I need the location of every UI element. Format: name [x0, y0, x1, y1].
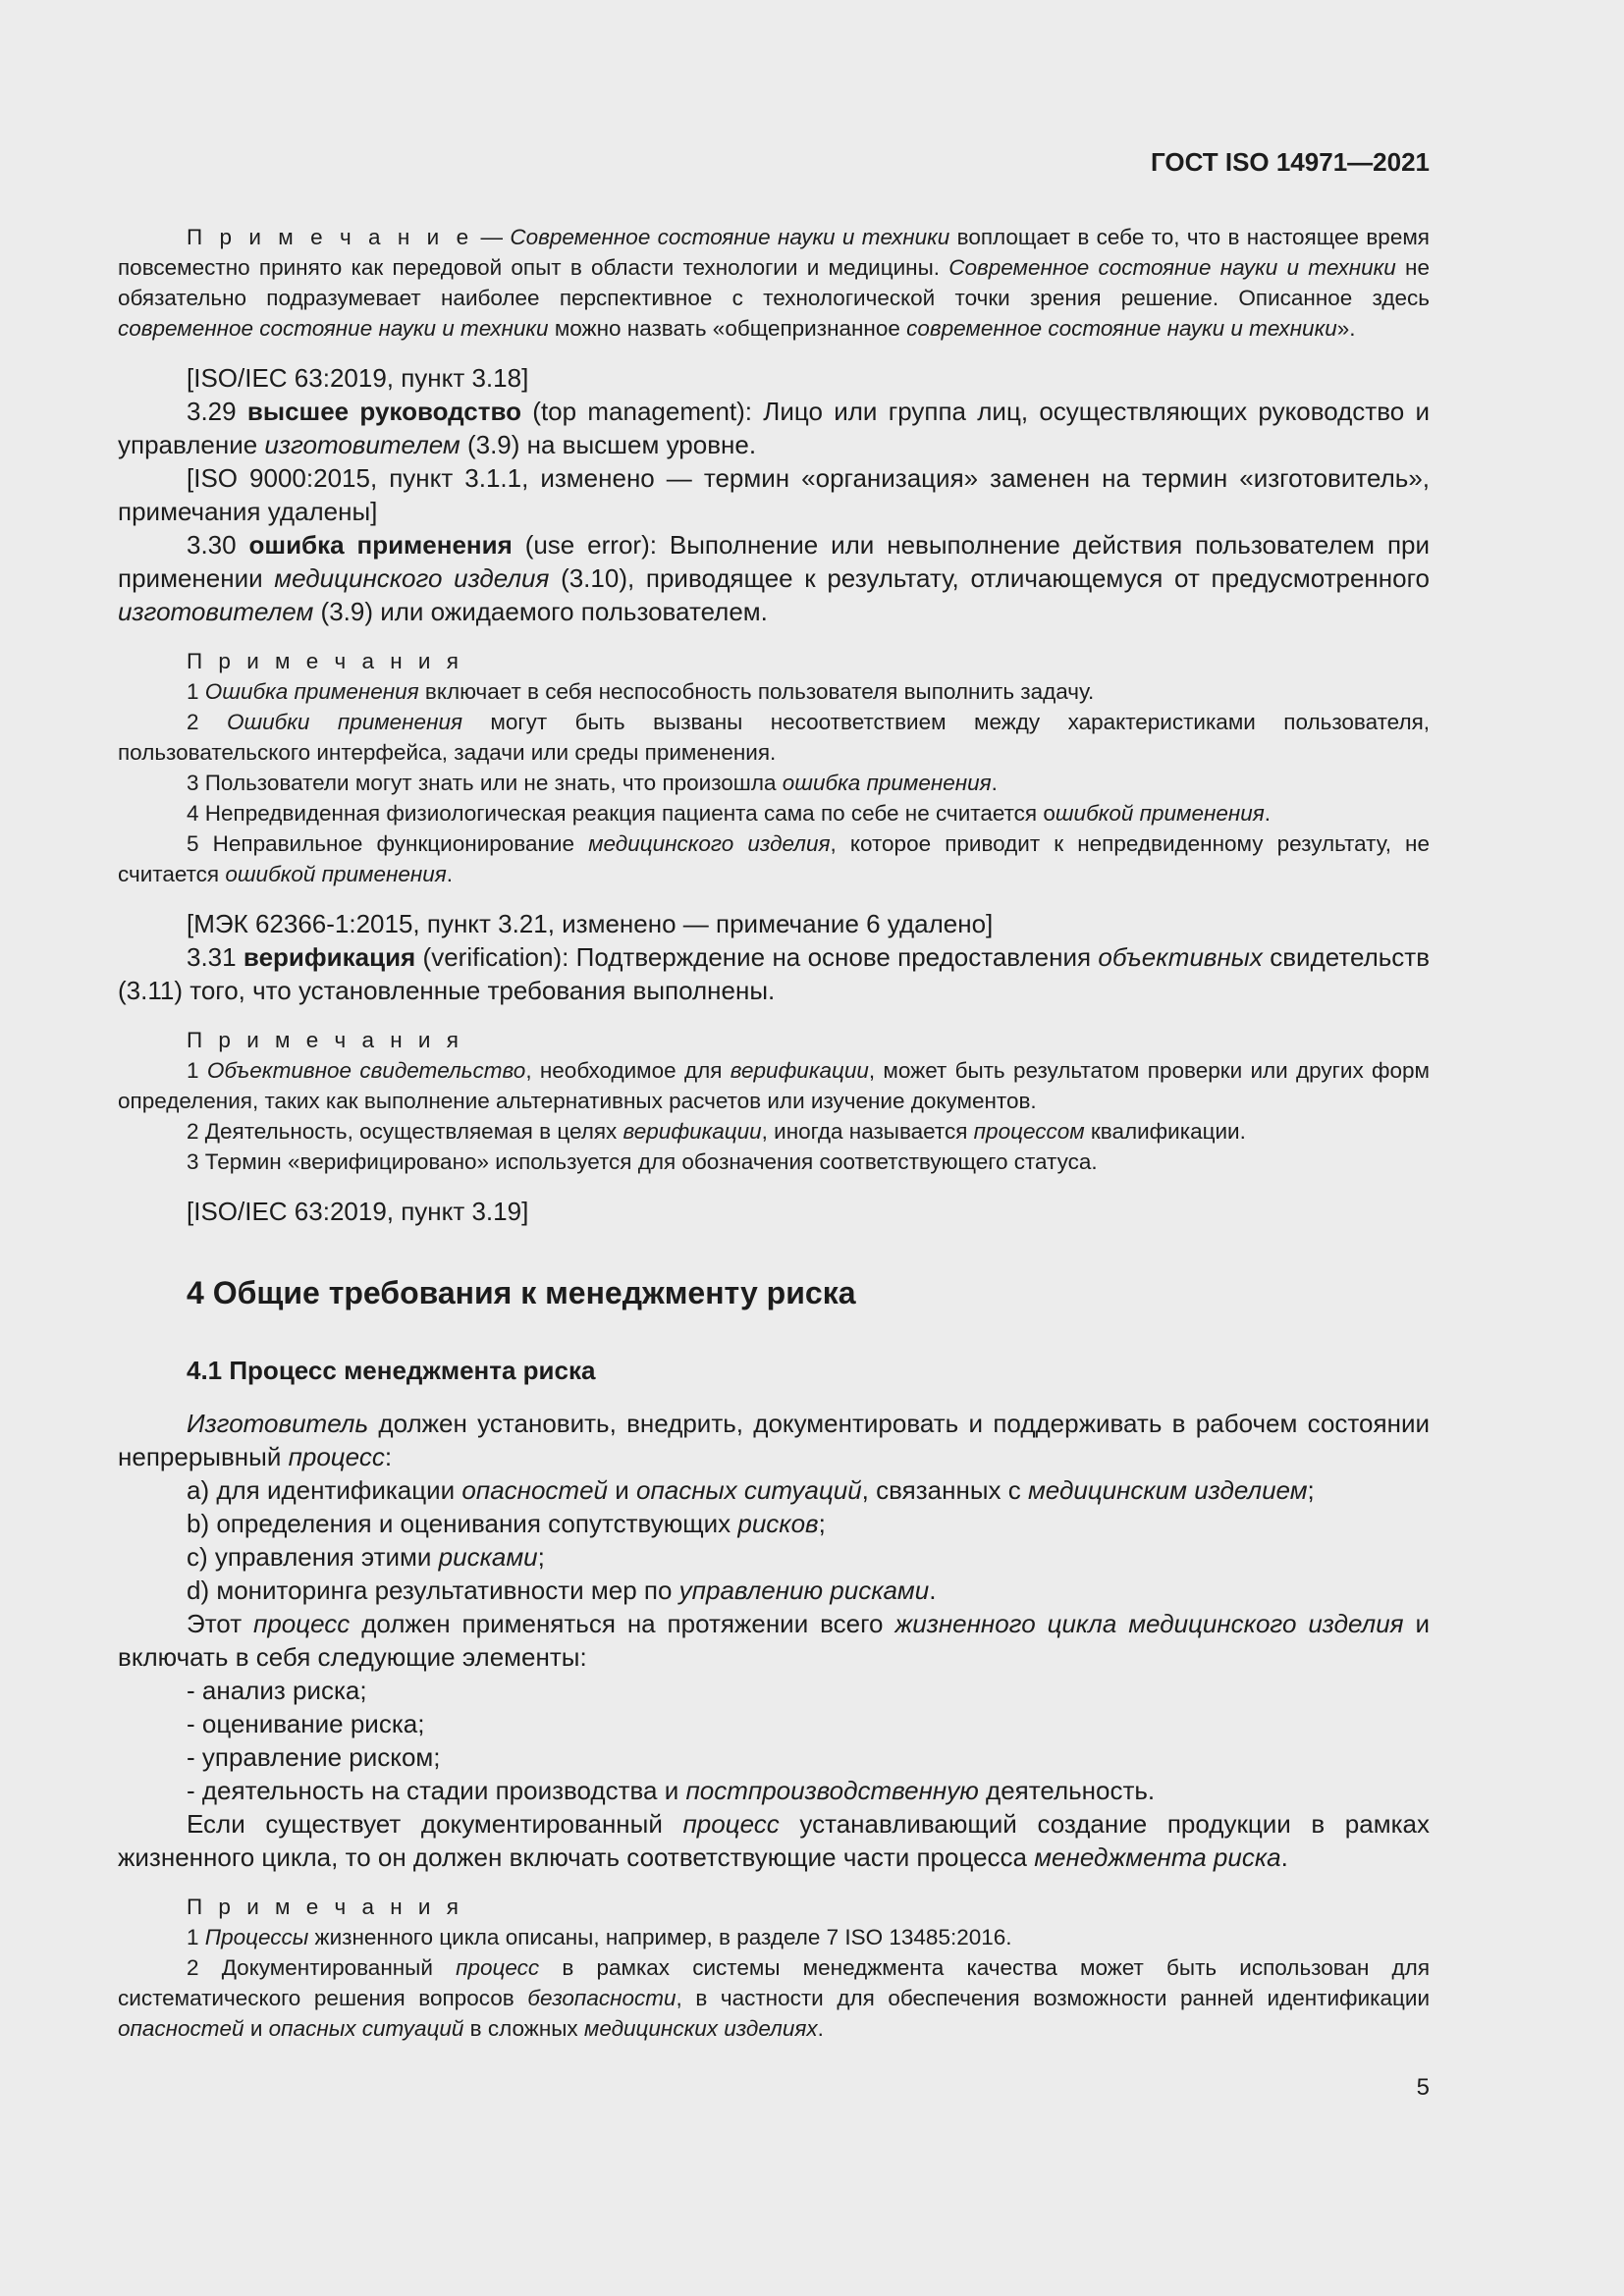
definition-3-31: 3.31 верификация (verification): Подтверждение на основе предоставления объективных свидетельств (3.11) того, что установленные требования выполнены. [118, 942, 1431, 1005]
list-item: - оценивание риска; [187, 1709, 425, 1738]
list-item: - деятельность на стадии производства и постпроизводственную деятельность. [187, 1776, 1156, 1805]
note-item: 1 Процессы жизненного цикла описаны, например, в разделе 7 ISO 13485:2016. [187, 1925, 1012, 1949]
paragraph-4-1-intro: Изготовитель должен установить, внедрить, документировать и поддерживать в рабочем состоянии непрерывный процесс: [118, 1409, 1430, 1471]
notes-3-30 [118, 646, 1430, 889]
page-content [118, 222, 1430, 2044]
note-item: 2 Деятельность, осуществляемая в целях верификации, иногда называется процессом квалификации. [187, 1119, 1246, 1144]
note-item: 5 Неправильное функционирование медицинского изделия, которое приводит к непредвиденному результату, не считается ошибкой применения. [118, 831, 1430, 886]
note-item: 4 Непредвиденная физиологическая реакция пациента сама по себе не считается ошибкой применения. [187, 801, 1272, 826]
list-item: d) мониторинга результативности мер по управлению рисками. [187, 1575, 937, 1605]
page-number: 5 [1416, 2074, 1430, 2101]
section-4-1-heading: 4.1 Процесс менеджмента риска [187, 1356, 596, 1385]
reference-3-29: [ISO 9000:2015, пункт 3.1.1, изменено — термин «организация» заменен на термин «изготовитель», примечания удалены] [118, 463, 1430, 526]
reference-3-19: [ISO/IEC 63:2019, пункт 3.19] [187, 1197, 529, 1226]
notes-4-1 [118, 1892, 1430, 2044]
note-label: П р и м е ч а н и е [187, 225, 474, 249]
notes-label: П р и м е ч а н и я [187, 1895, 463, 1919]
note-text: — Современное состояние науки и техники воплощает в себе то, что в настоящее время повсеместно принято как передовой опыт в области технологии и медицины. Современное состояние науки и техники не обязательно подразумевает наиболее перспективное с технологической точки зрения решение. Описанное здесь современное состояние науки и техники можно назвать «общепризнанное современное состояние науки и техники». [118, 225, 1430, 341]
definition-3-29: 3.29 высшее руководство (top management): Лицо или группа лиц, осуществляющих руководство и управление изготовителем (3.9) на высшем уровне. [118, 397, 1430, 459]
section-4-heading: 4 Общие требования к менеджменту риска [187, 1275, 856, 1310]
note-item: 3 Термин «верифицировано» используется для обозначения соответствующего статуса. [187, 1149, 1098, 1174]
note-item: 3 Пользователи могут знать или не знать, что произошла ошибка применения. [187, 771, 998, 795]
note-item: 2 Документированный процесс в рамках системы менеджмента качества может быть использован для систематического решения вопросов безопасности, в частности для обеспечения возможности ранней идентификации опасностей и опасных ситуаций в сложных медицинских изделиях. [118, 1955, 1431, 2041]
note-state-of-art [118, 222, 1430, 344]
notes-label: П р и м е ч а н и я [187, 649, 463, 673]
list-item: a) для идентификации опасностей и опасных ситуаций, связанных с медицинским изделием; [187, 1475, 1315, 1505]
paragraph-lifecycle: Если существует документированный процесс устанавливающий создание продукции в рамках жизненного цикла, то он должен включать соответствующие части процесса менеджмента риска. [118, 1809, 1431, 1872]
document-header: ГОСТ ISO 14971—2021 [1150, 147, 1430, 177]
notes-3-31 [118, 1025, 1430, 1177]
list-item: c) управления этими рисками; [187, 1542, 545, 1572]
list-item: b) определения и оценивания сопутствующих рисков; [187, 1509, 826, 1538]
list-item: - анализ риска; [187, 1676, 367, 1705]
reference-3-18: [ISO/IEC 63:2019, пункт 3.18] [187, 363, 529, 393]
note-item: 1 Ошибка применения включает в себя неспособность пользователя выполнить задачу. [187, 679, 1095, 704]
notes-label: П р и м е ч а н и я [187, 1028, 463, 1052]
list-item: - управление риском; [187, 1742, 441, 1772]
paragraph-process-elements: Этот процесс должен применяться на протяжении всего жизненного цикла медицинского изделия и включать в себя следующие элементы: [118, 1609, 1430, 1672]
note-item: 2 Ошибки применения могут быть вызваны несоответствием между характеристиками пользователя, пользовательского интерфейса, задачи или среды применения. [118, 710, 1431, 765]
note-item: 1 Объективное свидетельство, необходимое для верификации, может быть результатом проверки или других форм определения, таких как выполнение альтернативных расчетов или изучение документов. [118, 1058, 1431, 1113]
definition-3-30: 3.30 ошибка применения (use error): Выполнение или невыполнение действия пользователем при применении медицинского изделия (3.10), приводящее к результату, отличающемуся от предусмотренного изготовителем (3.9) или ожидаемого пользователем. [118, 530, 1431, 626]
reference-3-30: [МЭК 62366-1:2015, пункт 3.21, изменено — примечание 6 удалено] [187, 909, 994, 938]
